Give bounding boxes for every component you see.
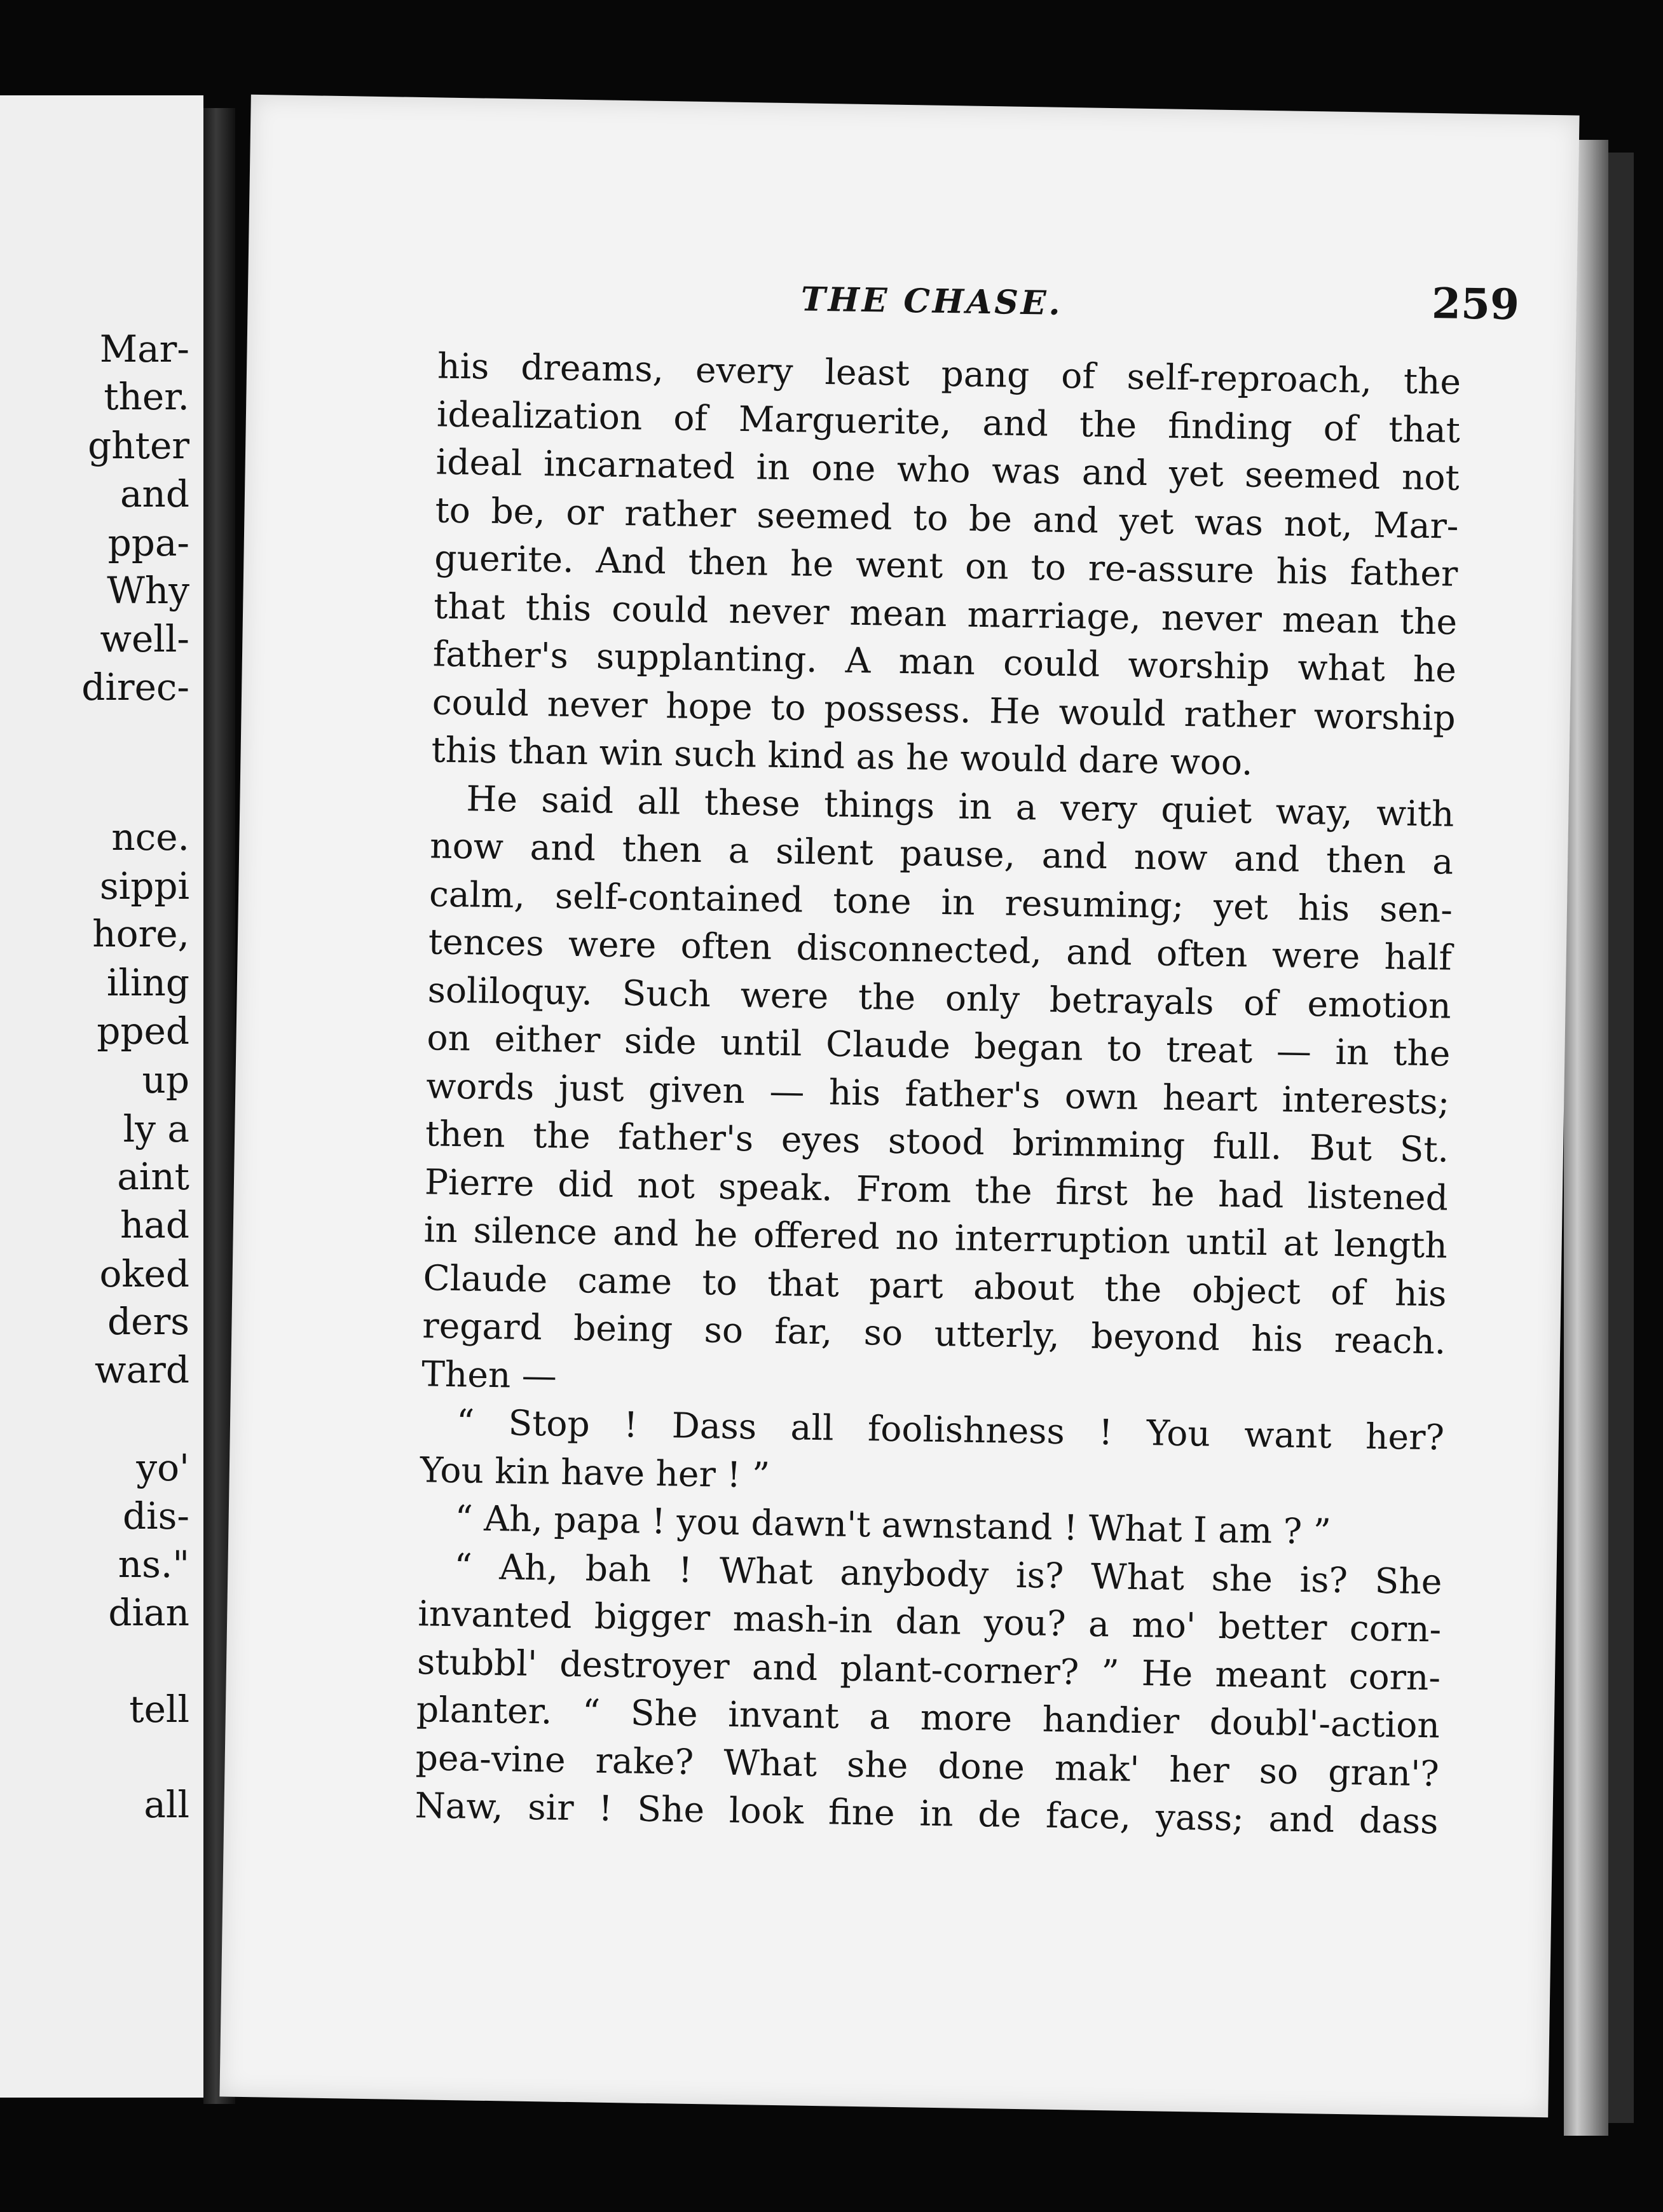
left-line-6: Why: [107, 569, 189, 612]
text-line: now and then a silent pause, and now and then a: [429, 825, 1454, 882]
text-line: father's supplanting. A man could worship what he: [432, 633, 1457, 690]
left-line-26: all: [144, 1783, 189, 1826]
left-line-19: ders: [107, 1300, 189, 1343]
text-line: He said all these things in a very quiet way, with: [466, 777, 1454, 835]
left-line-15: ly a: [123, 1107, 189, 1150]
left-line-13: pped: [97, 1009, 189, 1053]
text-line: Naw, sir ! She look fine in de face, yass; and dass: [414, 1785, 1439, 1842]
right-page: [219, 95, 1579, 2117]
text-line: calm, self-contained tone in resuming; yet his sen-: [428, 873, 1453, 931]
left-line-17: had: [120, 1203, 189, 1246]
text-line: idealization of Marguerite, and the finding of that: [436, 393, 1461, 451]
body-text: [414, 342, 1461, 1846]
text-line: Claude came to that part about the object of his: [423, 1257, 1447, 1314]
left-line-23: ns.": [118, 1543, 189, 1586]
text-line: this than win such kind as he would dare woo.: [431, 729, 1254, 783]
running-head: THE CHASE.: [800, 280, 1064, 323]
text-line: guerite. And then he went on to re-assure his father: [434, 537, 1458, 594]
text-line: tences were often disconnected, and often were half: [428, 921, 1453, 978]
text-line: pea-vine rake? What she done mak' her so gran'?: [415, 1737, 1440, 1794]
text-line: words just given — his father's own heart interests;: [425, 1065, 1450, 1123]
text-line: that this could never mean marriage, never mean the: [433, 585, 1458, 643]
page-number: 259: [1431, 278, 1520, 330]
text-line: his dreams, every least pang of self-reproach, the: [437, 345, 1461, 402]
text-line: “ Stop ! Dass all foolishness ! You want her?: [456, 1402, 1445, 1458]
left-line-18: oked: [99, 1252, 189, 1295]
left-line-4: and: [120, 472, 189, 515]
left-line-5: ppa-: [107, 521, 189, 564]
left-line-14: up: [142, 1058, 189, 1102]
left-line-1: Mar-: [99, 327, 189, 371]
book-cover-edge: [1608, 153, 1634, 2123]
left-line-16: aint: [117, 1155, 189, 1198]
left-line-9: nce.: [111, 816, 189, 859]
text-line: Then —: [421, 1353, 558, 1396]
left-line-3: ghter: [88, 424, 189, 467]
text-line: “ Ah, papa ! you dawn't awnstand ! What I am ? ”: [455, 1498, 1332, 1552]
text-line: on either side until Claude began to treat — in the: [427, 1017, 1451, 1074]
text-line: “ Ah, bah ! What anybody is? What she is? She: [454, 1545, 1442, 1602]
text-line: in silence and he offered no interruption until at length: [423, 1209, 1448, 1266]
text-line: ideal incarnated in one who was and yet seemed not: [435, 441, 1460, 498]
text-line: could never hope to possess. He would rather worship: [432, 681, 1456, 739]
left-facing-page: [0, 95, 203, 2098]
text-line: then the father's eyes stood brimming full. But St.: [425, 1113, 1449, 1170]
left-line-24: dian: [108, 1591, 189, 1634]
text-line: You kin have her ! ”: [420, 1449, 770, 1496]
left-line-10: sippi: [99, 864, 189, 908]
page-header: [247, 260, 1577, 338]
left-line-25: tell: [129, 1688, 189, 1731]
text-line: soliloquy. Such were the only betrayals of emotion: [427, 969, 1452, 1027]
left-line-20: ward: [94, 1348, 189, 1391]
left-line-7: well-: [100, 617, 189, 660]
left-line-11: hore,: [92, 912, 189, 955]
text-line: regard being so far, so utterly, beyond his reach.: [421, 1305, 1446, 1362]
text-line: stubbl' destroyer and plant-corner? ” He meant corn-: [416, 1641, 1441, 1698]
text-line: Pierre did not speak. From the first he had listened: [424, 1161, 1449, 1219]
text-line: invanted bigger mash-in dan you? a mo' better corn-: [417, 1593, 1442, 1650]
left-line-2: ther.: [104, 375, 189, 418]
text-line: to be, or rather seemed to be and yet was not, Mar-: [435, 489, 1459, 547]
left-line-8: direc-: [81, 666, 189, 709]
left-line-22: dis-: [122, 1494, 189, 1538]
left-line-12: iling: [106, 961, 189, 1004]
left-line-21: yo': [136, 1446, 189, 1489]
text-line: planter. “ She invant a more handier doubl'-action: [416, 1689, 1441, 1746]
